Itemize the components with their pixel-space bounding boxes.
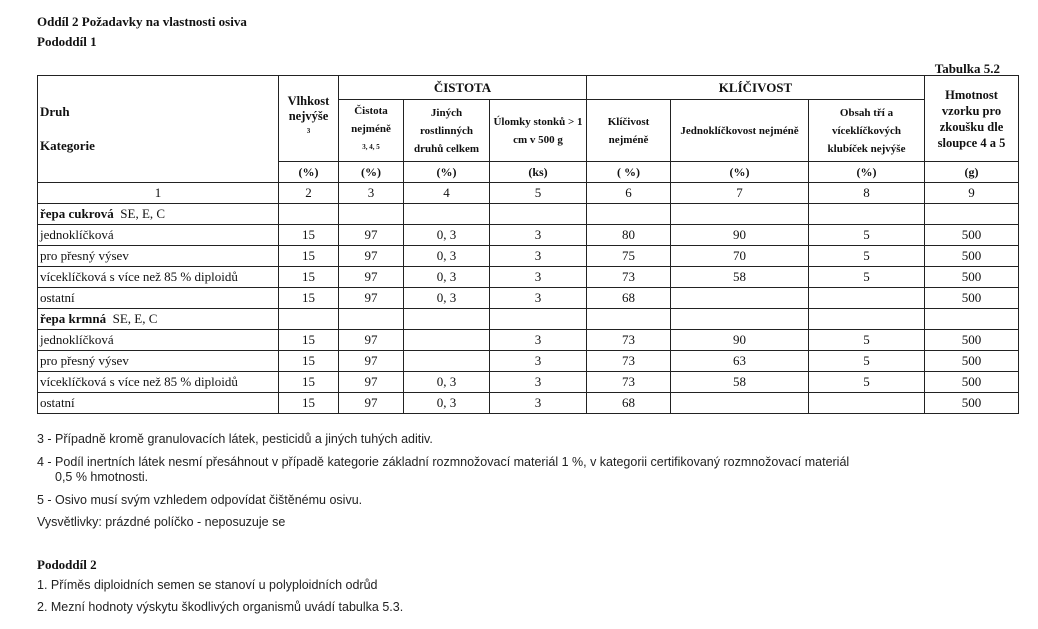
header-jinych-druhu: Jiných rostlinných druhů celkem bbox=[404, 100, 490, 162]
cell: 3 bbox=[490, 288, 587, 309]
cell: 500 bbox=[925, 351, 1019, 372]
cell: 75 bbox=[587, 246, 671, 267]
unit-col3: (%) bbox=[339, 162, 404, 183]
header-cistota-group: ČISTOTA bbox=[339, 76, 587, 100]
cell: 70 bbox=[671, 246, 809, 267]
header-jednoklickovost: Jednoklíčkovost nejméně bbox=[671, 100, 809, 162]
cell: 97 bbox=[339, 393, 404, 414]
subsection-2-item-2: 2. Mezní hodnoty výskytu škodlivých organismů uvádí tabulka 5.3. bbox=[37, 600, 404, 614]
cell: 58 bbox=[671, 372, 809, 393]
cell: 5 bbox=[809, 372, 925, 393]
cell: 80 bbox=[587, 225, 671, 246]
cell-kind: víceklíčková s více než 85 % diploidů bbox=[38, 267, 279, 288]
table-row bbox=[38, 288, 1019, 309]
header-klicivost-group: KLÍČIVOST bbox=[587, 76, 925, 100]
cell: 15 bbox=[279, 288, 339, 309]
cell: 5 bbox=[809, 267, 925, 288]
cell: 5 bbox=[809, 246, 925, 267]
section-heading: Oddíl 2 Požadavky na vlastnosti osiva bbox=[37, 14, 247, 29]
cell bbox=[671, 288, 809, 309]
header-cistota-nejmene: Čistota nejméně $^{3, 4, 5}$ bbox=[339, 100, 404, 162]
unit-col2: (%) bbox=[279, 162, 339, 183]
col-number: 4 bbox=[404, 183, 490, 204]
cell bbox=[671, 393, 809, 414]
cell: 97 bbox=[339, 288, 404, 309]
seed-requirements-table bbox=[37, 75, 1019, 414]
cell: 73 bbox=[587, 330, 671, 351]
cell-kind: ostatní bbox=[38, 393, 279, 414]
header-vlhkost: Vlhkost nejvýše $^3$ bbox=[279, 76, 339, 162]
cell-kind: víceklíčková s více než 85 % diploidů bbox=[38, 372, 279, 393]
cell bbox=[809, 288, 925, 309]
cell: 15 bbox=[279, 225, 339, 246]
table-row bbox=[38, 225, 1019, 246]
unit-col7: (%) bbox=[671, 162, 809, 183]
cell: 5 bbox=[809, 351, 925, 372]
footnote-4: 4 - Podíl inertních látek nesmí přesáhnout v případě kategorie základní rozmnožovací materiál 1 %, v kategorii certifikovaný rozmnožovací materiál bbox=[37, 455, 850, 469]
cell: 3 bbox=[490, 372, 587, 393]
cell: 500 bbox=[925, 267, 1019, 288]
cell: 3 bbox=[490, 351, 587, 372]
cell-kind: jednoklíčková bbox=[38, 225, 279, 246]
cell: 500 bbox=[925, 372, 1019, 393]
col-number: 8 bbox=[809, 183, 925, 204]
cell: 97 bbox=[339, 267, 404, 288]
cell: 0, 3 bbox=[404, 288, 490, 309]
cell: 5 bbox=[809, 330, 925, 351]
cell: 63 bbox=[671, 351, 809, 372]
footnote-3: 3 - Případně kromě granulovacích látek, pesticidů a jiných tuhých aditiv. bbox=[37, 432, 433, 446]
cell: 3 bbox=[490, 393, 587, 414]
table-row bbox=[38, 351, 1019, 372]
col-number: 3 bbox=[339, 183, 404, 204]
table-row bbox=[38, 393, 1019, 414]
column-number-row bbox=[38, 183, 1019, 204]
col-number: 1 bbox=[38, 183, 279, 204]
cell: 73 bbox=[587, 372, 671, 393]
cell: 15 bbox=[279, 351, 339, 372]
cell bbox=[809, 393, 925, 414]
cell: 500 bbox=[925, 330, 1019, 351]
cell: 97 bbox=[339, 372, 404, 393]
cell: 97 bbox=[339, 351, 404, 372]
cell-kind: ostatní bbox=[38, 288, 279, 309]
cell: 3 bbox=[490, 225, 587, 246]
cell: 500 bbox=[925, 225, 1019, 246]
cell: 97 bbox=[339, 246, 404, 267]
cell: 15 bbox=[279, 393, 339, 414]
unit-col4: (%) bbox=[404, 162, 490, 183]
legend-note: Vysvětlivky: prázdné políčko - neposuzuje se bbox=[37, 515, 286, 529]
header-druh-kategorie bbox=[38, 76, 279, 183]
header-klicivost-nejmene: Klíčivost nejméně bbox=[587, 100, 671, 162]
cell: 97 bbox=[339, 330, 404, 351]
cell: 500 bbox=[925, 246, 1019, 267]
cell: 15 bbox=[279, 267, 339, 288]
group-label: řepa cukrová SE, E, C bbox=[38, 204, 279, 225]
cell bbox=[404, 351, 490, 372]
col-number: 9 bbox=[925, 183, 1019, 204]
cell-kind: pro přesný výsev bbox=[38, 246, 279, 267]
col-number: 7 bbox=[671, 183, 809, 204]
cell: 68 bbox=[587, 393, 671, 414]
unit-col6: ( %) bbox=[587, 162, 671, 183]
cell: 0, 3 bbox=[404, 267, 490, 288]
table-label: Tabulka 5.2 bbox=[934, 61, 1000, 76]
header-obsah-viceklickovych: Obsah tří a víceklíčkových klubíček nejvýše bbox=[809, 100, 925, 162]
subsection-heading: Pododdíl 1 bbox=[37, 34, 97, 49]
cell: 73 bbox=[587, 351, 671, 372]
cell: 68 bbox=[587, 288, 671, 309]
unit-col8: (%) bbox=[809, 162, 925, 183]
table-row bbox=[38, 330, 1019, 351]
cell-kind: pro přesný výsev bbox=[38, 351, 279, 372]
cell: 90 bbox=[671, 330, 809, 351]
cell: 3 bbox=[490, 330, 587, 351]
col-number: 2 bbox=[279, 183, 339, 204]
header-druh: Druh bbox=[40, 104, 70, 119]
cell: 97 bbox=[339, 225, 404, 246]
cell: 0, 3 bbox=[404, 225, 490, 246]
cell: 3 bbox=[490, 267, 587, 288]
header-hmotnost: Hmotnost vzorku pro zkoušku dle sloupce 4 a 5 bbox=[925, 76, 1019, 162]
subsection-2-item-1: 1. Příměs diploidních semen se stanoví u polyploidních odrůd bbox=[37, 578, 378, 592]
group-row-repa-krmna bbox=[38, 309, 1019, 330]
table-row bbox=[38, 267, 1019, 288]
cell: 0, 3 bbox=[404, 246, 490, 267]
col-number: 5 bbox=[490, 183, 587, 204]
col-number: 6 bbox=[587, 183, 671, 204]
unit-col9: (g) bbox=[925, 162, 1019, 183]
header-ulomky: Úlomky stonků > 1 cm v 500 g bbox=[490, 100, 587, 162]
cell: 15 bbox=[279, 330, 339, 351]
cell: 500 bbox=[925, 288, 1019, 309]
cell: 15 bbox=[279, 246, 339, 267]
table-row bbox=[38, 246, 1019, 267]
cell: 90 bbox=[671, 225, 809, 246]
cell bbox=[404, 330, 490, 351]
table-row bbox=[38, 372, 1019, 393]
group-label: řepa krmná SE, E, C bbox=[38, 309, 279, 330]
footnote-5: 5 - Osivo musí svým vzhledem odpovídat čištěnému osivu. bbox=[37, 493, 363, 507]
group-row-repa-cukrova bbox=[38, 204, 1019, 225]
cell: 500 bbox=[925, 393, 1019, 414]
cell: 0, 3 bbox=[404, 372, 490, 393]
footnote-4-continued: 0,5 % hmotnosti. bbox=[55, 470, 149, 484]
cell: 5 bbox=[809, 225, 925, 246]
cell: 0, 3 bbox=[404, 393, 490, 414]
cell: 15 bbox=[279, 372, 339, 393]
cell: 73 bbox=[587, 267, 671, 288]
cell-kind: jednoklíčková bbox=[38, 330, 279, 351]
subsection-2-heading: Pododdíl 2 bbox=[37, 557, 97, 572]
header-kategorie: Kategorie bbox=[40, 138, 95, 153]
cell: 3 bbox=[490, 246, 587, 267]
cell: 58 bbox=[671, 267, 809, 288]
unit-col5: (ks) bbox=[490, 162, 587, 183]
